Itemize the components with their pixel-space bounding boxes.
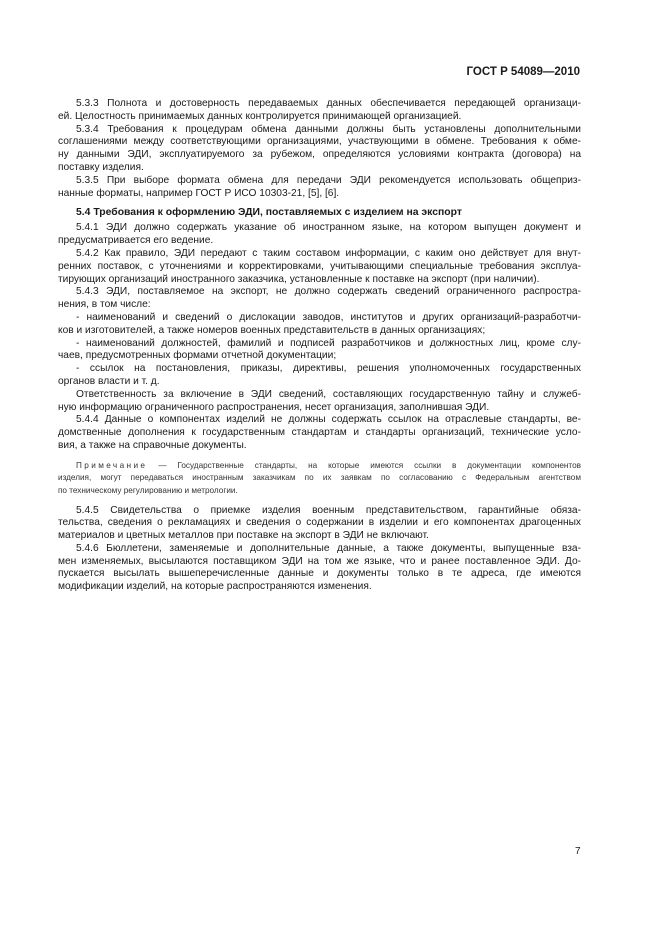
section-heading: 5.4 Требования к оформлению ЭДИ, поставляемых с изделием на экспорт xyxy=(76,207,462,219)
text-line: - наименований и сведений о дислокации заводов, институтов и других организаций-разработчи- xyxy=(76,311,581,323)
paragraph xyxy=(58,338,581,364)
text-line: материалов и цветных металлов при поставке на экспорт в ЭДИ не включают. xyxy=(58,530,429,542)
text-line: соглашениями между соответствующими организациями, участвующими в обмене. Требования к обме- xyxy=(58,136,581,148)
text-line: мен изменяемых, высылаются поставщиком ЭДИ на том же языке, что и ранее поставленное ЭДИ. До- xyxy=(58,555,581,567)
text-line: 5.3.5 При выборе формата обмена для передачи ЭДИ рекомендуется использовать общеприз- xyxy=(76,174,581,186)
text-line: ей. Целостность принимаемых данных контролируется принимающей организацией. xyxy=(58,110,462,122)
text-line: 5.4.3 ЭДИ, поставляемое на экспорт, не должно содержать сведений ограниченного распростра- xyxy=(76,286,581,298)
text-line: домственные дополнения к государственным стандартам и стандарты организаций, технические усло- xyxy=(58,427,581,439)
document-body xyxy=(58,98,581,594)
text-line: Ответственность за включение в ЭДИ сведений, составляющих государственную тайну и служеб- xyxy=(76,388,581,400)
text-line: пускается высылать вышеперечисленные данные и документы только в те адреса, где имеются xyxy=(58,568,581,580)
text-line: 5.4.4 Данные о компонентах изделий не должны содержать ссылок на отраслевые стандарты, ве- xyxy=(76,414,581,426)
text-line: модификации изделий, на которые распространяются изменения. xyxy=(58,581,372,593)
text-line: чаев, предусмотренных формами отчетной документации; xyxy=(58,350,337,362)
page-number: 7 xyxy=(575,846,581,857)
note-line: по техническому регулированию и метрологии. xyxy=(58,485,238,495)
text-line: 5.4.5 Свидетельства о приемке изделия военным представительством, гарантийные обяза- xyxy=(76,504,581,516)
section-5-4-paragraphs xyxy=(58,222,581,452)
note-line: изделия, могут передаваться иностранным заказчикам по их заявкам по согласованию с Федеральным агентством xyxy=(58,473,581,483)
paragraph xyxy=(58,222,581,248)
document-id-header: ГОСТ Р 54089—2010 xyxy=(466,66,580,78)
text-line: нения, в том числе: xyxy=(58,299,151,311)
text-line: тельства, сведения о рекламациях и сведения о содержании в изделии и его компонентах драгоценных xyxy=(58,517,581,529)
text-line: ков и изготовителей, а также номеров военных представительств в данных организациях; xyxy=(58,324,486,336)
section-5-3-paragraphs xyxy=(58,98,581,200)
paragraph xyxy=(58,248,581,286)
paragraph xyxy=(58,389,581,415)
note-line: Примечание — Государственные стандарты, на которые имеются ссылки в документации компонентов xyxy=(76,460,581,470)
paragraph xyxy=(58,175,581,201)
paragraph xyxy=(58,98,581,124)
paragraph xyxy=(58,543,581,594)
paragraph xyxy=(58,286,581,312)
paragraph xyxy=(58,505,581,543)
paragraph xyxy=(58,312,581,338)
text-line: вия, а также на справочные документы. xyxy=(58,439,247,451)
text-line: - ссылок на постановления, приказы, директивы, решения уполномоченных государственных xyxy=(76,363,581,375)
paragraph xyxy=(58,363,581,389)
text-line: 5.4.6 Бюллетени, заменяемые и дополнительные данные, а также документы, выпущенные вза- xyxy=(76,542,581,554)
paragraph xyxy=(58,414,581,452)
text-line: 5.3.4 Требования к процедурам обмена данными должны быть установлены дополнительными xyxy=(76,123,581,135)
text-line: 5.3.3 Полнота и достоверность передаваемых данных обеспечивается передающей организаци- xyxy=(76,98,581,109)
note-block xyxy=(58,460,581,498)
text-line: - наименований должностей, фамилий и подписей разработчиков и должностных лиц, кроме слу- xyxy=(76,337,581,349)
text-line: ну данными ЭДИ, эксплуатируемого за рубежом, определяются условиями контракта (договора) на xyxy=(58,149,581,161)
text-line: тирующих организаций иностранного заказчика, установленные к поставке на экспорт (при наличии). xyxy=(58,273,540,285)
paragraph xyxy=(58,124,581,175)
text-line: предусматривается его ведение. xyxy=(58,235,214,247)
text-line: 5.4.2 Как правило, ЭДИ передают с таким составом информации, с каким оно действует для внут- xyxy=(76,247,581,259)
text-line: органов власти и т. д. xyxy=(58,375,160,387)
text-line: ренних поставок, с уточнениями и корректировками, учитывающими специальные требования эксплуа- xyxy=(58,260,581,272)
section-5-4-paragraphs-continued xyxy=(58,505,581,595)
note-label: Примечание xyxy=(76,460,148,470)
text-line: нанные форматы, например ГОСТ Р ИСО 10303-21, [5], [6]. xyxy=(58,187,340,199)
text-line: 5.4.1 ЭДИ должно содержать указание об иностранном языке, на котором выпущен документ и xyxy=(76,222,581,234)
text-line: поставку изделия. xyxy=(58,161,144,173)
text-line: ную информацию ограниченного распространения, несет организация, заполнившая ЭДИ. xyxy=(58,401,490,413)
